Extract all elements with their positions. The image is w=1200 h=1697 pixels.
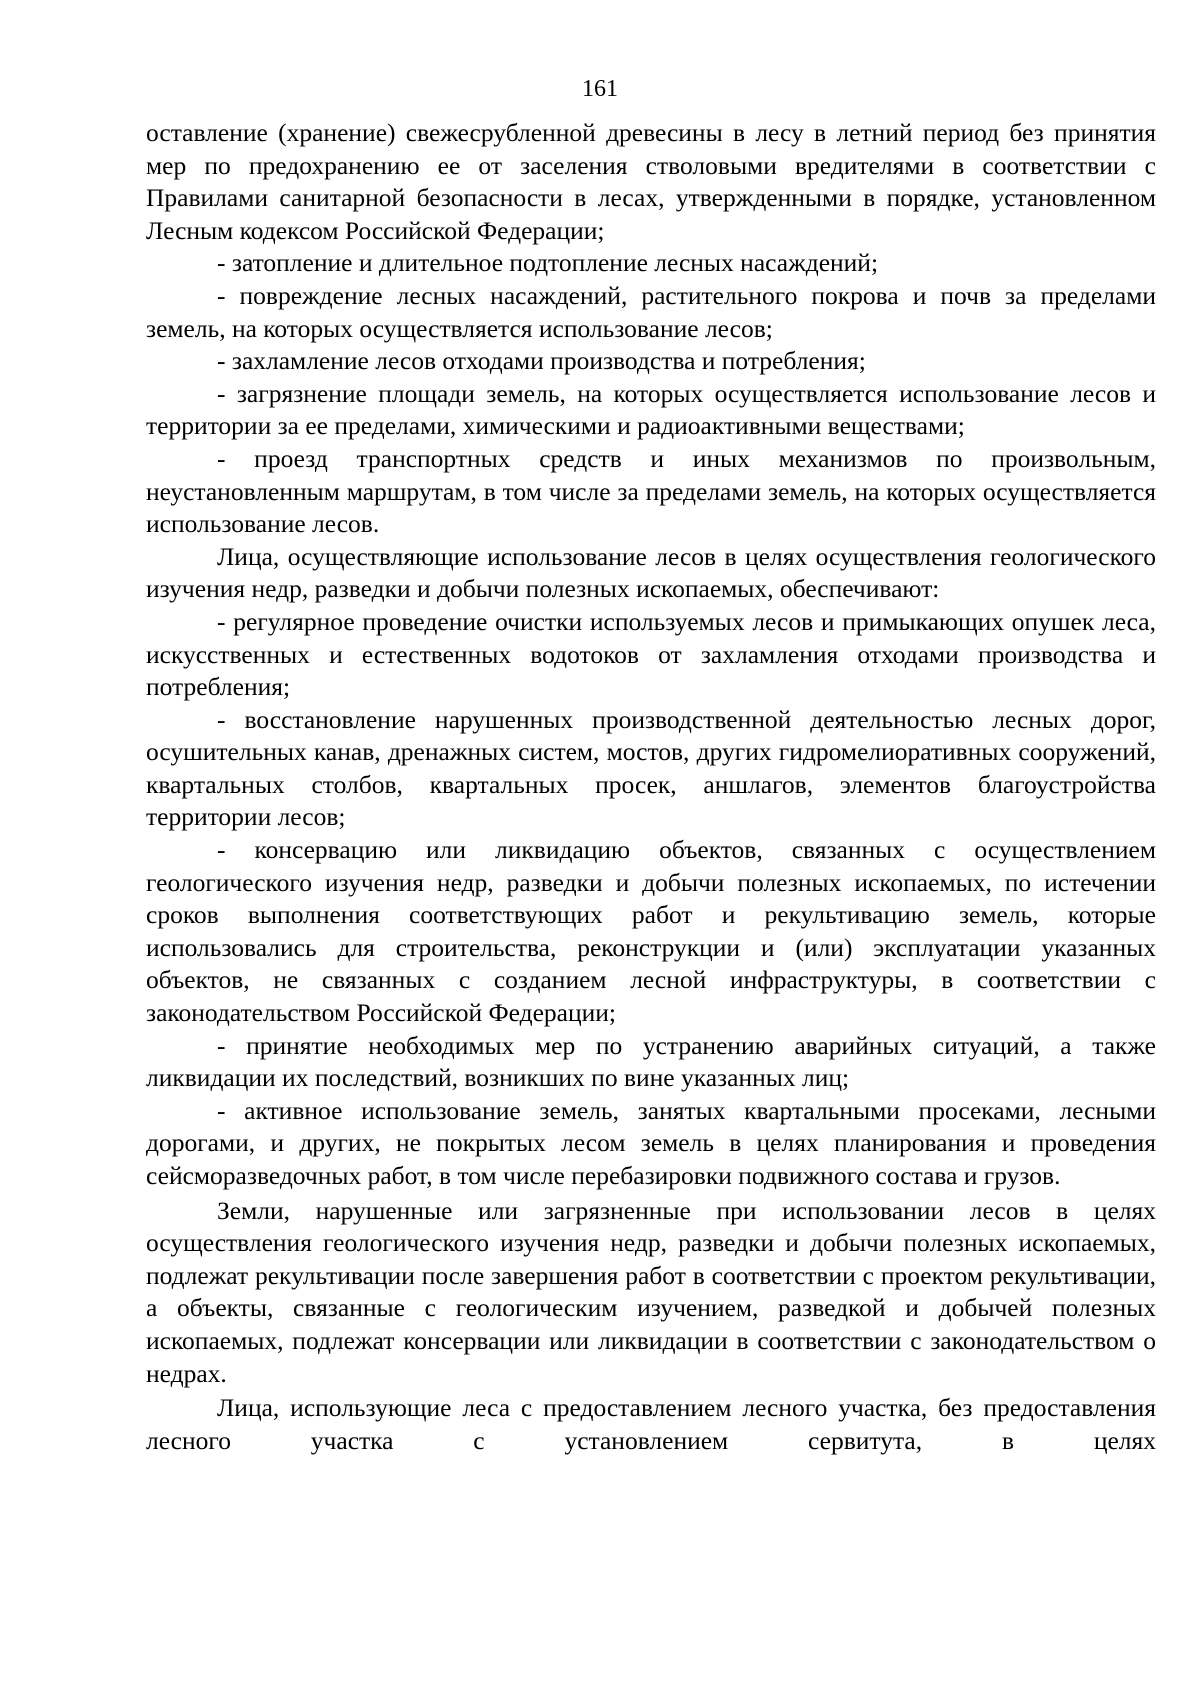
- paragraph-10: - консервацию или ликвидацию объектов, связанных с осуществлением геологического изучения недр, разведки и добычи полезных ископаемых, по истечении сроков выполнения соответствующих работ и рекультивацию земель, которые использовались для строительства, реконструкции и (или) эксплуатации указанных объектов, не связанных с созданием лесной инфраструктуры, в соответствии с законодательством Российской Федерации;: [146, 835, 1156, 1028]
- document-body: [146, 117, 1156, 1457]
- paragraph-8: - регулярное проведение очистки используемых лесов и примыкающих опушек леса, искусственных и естественных водотоков от захламления отходами производства и потребления;: [146, 606, 1156, 702]
- paragraph-11: - принятие необходимых мер по устранению аварийных ситуаций, а также ликвидации их последствий, возникших по вине указанных лиц;: [146, 1030, 1156, 1093]
- paragraph-4: - захламление лесов отходами производства и потребления;: [217, 346, 866, 376]
- paragraph-2: - затопление и длительное подтопление лесных насаждений;: [217, 248, 879, 278]
- paragraph-7: Лица, осуществляющие использование лесов в целях осуществления геологического изучения недр, разведки и добычи полезных ископаемых, обеспечивают:: [146, 541, 1156, 604]
- paragraph-1: оставление (хранение) свежесрубленной древесины в лесу в летний период без принятия мер по предохранению ее от заселения стволовыми вредителями в соответствии с Правилами санитарной безопасности в лесах, утвержденными в порядке, установленном Лесным кодексом Российской Федерации;: [146, 118, 1156, 245]
- paragraph-9: - восстановление нарушенных производственной деятельностью лесных дорог, осушительных канав, дренажных систем, мостов, других гидромелиоративных сооружений, квартальных столбов, квартальных просек, аншлагов, элементов благоустройства территории лесов;: [146, 704, 1156, 832]
- paragraph-6: - проезд транспортных средств и иных механизмов по произвольным, неустановленным маршрутам, в том числе за пределами земель, на которых осуществляется использование лесов.: [146, 443, 1156, 539]
- paragraph-5: - загрязнение площади земель, на которых осуществляется использование лесов и территории за ее пределами, химическими и радиоактивными веществами;: [146, 378, 1156, 441]
- page-number: 161: [582, 76, 618, 102]
- paragraph-13: Земли, нарушенные или загрязненные при использовании лесов в целях осуществления геологического изучения недр, разведки и добычи полезных ископаемых, подлежат рекультивации после завершения работ в соответствии с проектом рекультивации, а объекты, связанные с геологическим изучением, разведкой и добычей полезных ископаемых, подлежат консервации или ликвидации в соответствии с законодательством о недрах.: [146, 1195, 1156, 1388]
- paragraph-12: - активное использование земель, занятых квартальными просеками, лесными дорогами, и других, не покрытых лесом земель в целях планирования и проведения сейсморазведочных работ, в том числе перебазировки подвижного состава и грузов.: [146, 1095, 1156, 1190]
- paragraph-3: - повреждение лесных насаждений, растительного покрова и почв за пределами земель, на которых осуществляется использование лесов;: [146, 280, 1156, 343]
- paragraph-14: Лица, использующие леса с предоставлением лесного участка, без предоставления лесного участка с установлением сервитута, в целях: [146, 1393, 1156, 1455]
